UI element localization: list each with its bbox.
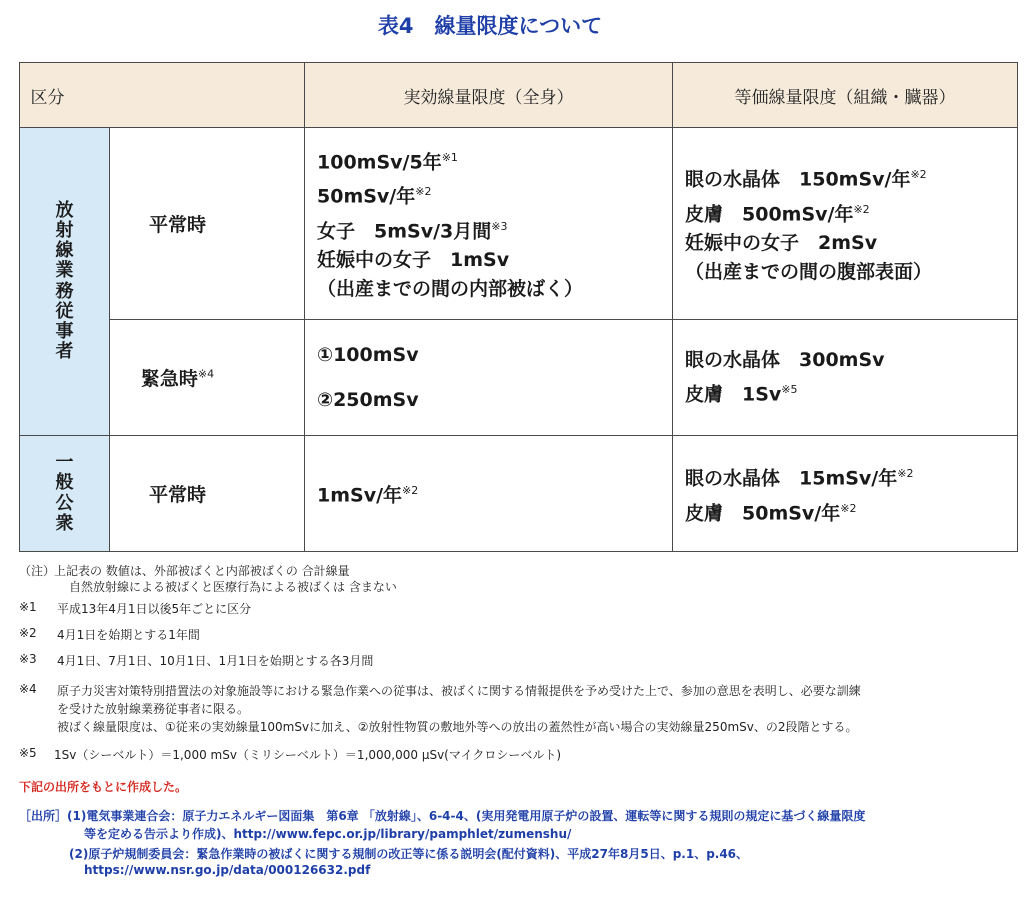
footnote-mark: ※4 — [197, 367, 215, 381]
table-row — [20, 436, 1018, 552]
note-tag: ※4 — [19, 682, 37, 696]
note-text: 4月1日、7月1日、10月1日、1月1日を始期とする各3月間 — [57, 654, 374, 668]
dose-line — [685, 195, 1017, 229]
dose-text: 1mSv/年 — [317, 484, 403, 507]
dose-text: 眼の水晶体 15mSv/年 — [685, 467, 898, 490]
row-label-normal — [110, 436, 305, 552]
header-equivalent-dose: 等価線量限度（組織・臓器） — [673, 63, 1018, 128]
dose-line — [685, 459, 1017, 493]
footnote-4 — [19, 682, 1024, 702]
source-line: 等を定める告示より作成)、http://www.fepc.or.jp/library/pamphlet/zumenshu/ — [84, 827, 572, 841]
note-tag: ※3 — [19, 652, 37, 666]
group-char: 線 — [55, 240, 74, 262]
row-label-text: 緊急時 — [140, 368, 198, 390]
group-char: 従 — [55, 300, 74, 322]
dose-text: 皮膚 500mSv/年 — [685, 202, 854, 225]
group-char: 事 — [55, 320, 74, 342]
group-char: 務 — [55, 280, 74, 302]
footnote-4-line3 — [19, 718, 1024, 738]
dose-limit-table — [19, 62, 1018, 552]
dose-line — [685, 494, 1017, 528]
group-general-public — [20, 436, 110, 552]
note-general-line2 — [19, 578, 1024, 598]
group-char: 射 — [55, 220, 74, 242]
dose-text: 100mSv/5年 — [317, 151, 442, 174]
row-label-emergency — [110, 320, 305, 436]
note-text: 1Sv（シーベルト）＝1,000 mSv（ミリシーベルト）＝1,000,000 μSv(マイクロシーベルト) — [54, 748, 562, 762]
group-char: 一 — [55, 452, 74, 474]
dose-line — [685, 346, 1017, 375]
footnotes — [19, 562, 1024, 762]
note-tag: ※1 — [19, 600, 37, 614]
dose-text: 眼の水晶体 150mSv/年 — [685, 168, 911, 191]
created-note: 下記の出所をもとに作成した。 — [19, 780, 188, 794]
dose-text: 50mSv/年 — [317, 185, 416, 208]
note-tag: （注） — [19, 564, 56, 578]
dose-line — [317, 177, 672, 211]
dose-text: 眼の水晶体 300mSv — [685, 348, 885, 371]
group-char: 衆 — [55, 512, 74, 534]
dose-line — [317, 476, 672, 510]
header-category: 区分 — [20, 63, 305, 128]
note-text: を受けた放射線業務従事者に限る。 — [57, 702, 250, 716]
effective-dose-cell — [305, 436, 673, 552]
table-row — [20, 320, 1018, 436]
dose-line — [685, 229, 1017, 258]
group-char: 公 — [55, 492, 74, 514]
dose-line — [685, 375, 1017, 409]
group-char: 者 — [55, 340, 74, 362]
effective-dose-cell — [305, 128, 673, 320]
dose-line — [685, 258, 1017, 287]
note-text: 被ばく線量限度は、①従来の実効線量100mSvに加え、②放射性物質の敷地外等への放出の蓋然性が高い場合の実効線量250mSv、の2段階とする。 — [57, 720, 858, 734]
dose-text: 皮膚 50mSv/年 — [685, 501, 841, 524]
table-row — [20, 128, 1018, 320]
effective-dose-cell — [305, 320, 673, 436]
footnote-mark: ※2 — [415, 185, 432, 199]
footnote-mark: ※5 — [781, 382, 798, 396]
dose-text: 妊娠中の女子 1mSv — [317, 248, 510, 271]
footnote-4-line2 — [19, 700, 1024, 720]
note-text: 自然放射線による被ばくと医療行為による被ばくは 含まない — [69, 580, 397, 594]
dose-line — [317, 143, 672, 177]
note-general — [19, 562, 1024, 578]
note-tag: ※5 — [19, 746, 37, 760]
note-text: 平成13年4月1日以後5年ごとに区分 — [57, 602, 252, 616]
dose-line — [317, 212, 672, 246]
note-text: 原子力災害対策特別措置法の対象施設等における緊急作業への従事は、被ばくに関する情報提供を予め受けた上で、参加の意思を表明し、必要な訓練 — [57, 684, 861, 698]
footnote-mark: ※2 — [897, 467, 914, 481]
dose-text: 女子 5mSv/3月間 — [317, 219, 492, 242]
footnote-1 — [19, 600, 1024, 620]
source-line: (2)原子炉規制委員会：緊急作業時の被ばくに関する規制の改正等に係る説明会(配付資料)、平成27年8月5日、p.1、p.46、 — [69, 847, 749, 861]
dose-text: 皮膚 1Sv — [685, 383, 782, 406]
footnote-mark: ※2 — [402, 484, 419, 498]
table-header-row — [20, 63, 1018, 128]
footnote-mark: ※2 — [910, 168, 927, 182]
row-label-text: 平常時 — [148, 214, 206, 236]
source-line: https://www.nsr.go.jp/data/000126632.pdf — [84, 863, 371, 877]
dose-line — [317, 246, 672, 275]
note-text: 4月1日を始期とする1年間 — [57, 628, 200, 642]
dose-line: ②250mSv — [317, 388, 419, 411]
row-label-text: 平常時 — [148, 484, 206, 506]
footnote-3 — [19, 652, 1024, 672]
dose-text: （出産までの間の内部被ばく） — [317, 277, 584, 300]
source-line: ［出所］(1)電気事業連合会：原子力エネルギー図面集 第6章 「放射線」、6-4-4、(実用発電用原子炉の設置、運転等に関する規則の規定に基づく線量限度 — [19, 809, 866, 823]
note-tag: ※2 — [19, 626, 37, 640]
page-title: 表4 線量限度について — [377, 14, 603, 38]
note-text: 上記表の 数値は、外部被ばくと内部被ばくの 合計線量 — [54, 564, 350, 578]
group-char: 般 — [55, 472, 74, 494]
header-effective-dose: 実効線量限度（全身） — [305, 63, 673, 128]
footnote-mark: ※3 — [491, 219, 508, 233]
equivalent-dose-cell — [673, 320, 1018, 436]
equivalent-dose-cell — [673, 128, 1018, 320]
footnote-mark: ※2 — [853, 202, 870, 216]
footnote-mark: ※2 — [840, 501, 857, 515]
group-char: 業 — [55, 260, 74, 282]
group-radiation-workers — [20, 128, 110, 436]
footnote-5 — [19, 746, 1024, 766]
equivalent-dose-cell — [673, 436, 1018, 552]
dose-line — [685, 160, 1017, 194]
dose-text: （出産までの間の腹部表面） — [685, 260, 933, 283]
row-label-normal — [110, 128, 305, 320]
group-char: 放 — [55, 199, 74, 221]
dose-text: 妊娠中の女子 2mSv — [685, 231, 878, 254]
dose-line: ①100mSv — [317, 343, 419, 366]
footnote-2 — [19, 626, 1024, 646]
footnote-mark: ※1 — [441, 151, 458, 164]
dose-line — [317, 275, 672, 304]
